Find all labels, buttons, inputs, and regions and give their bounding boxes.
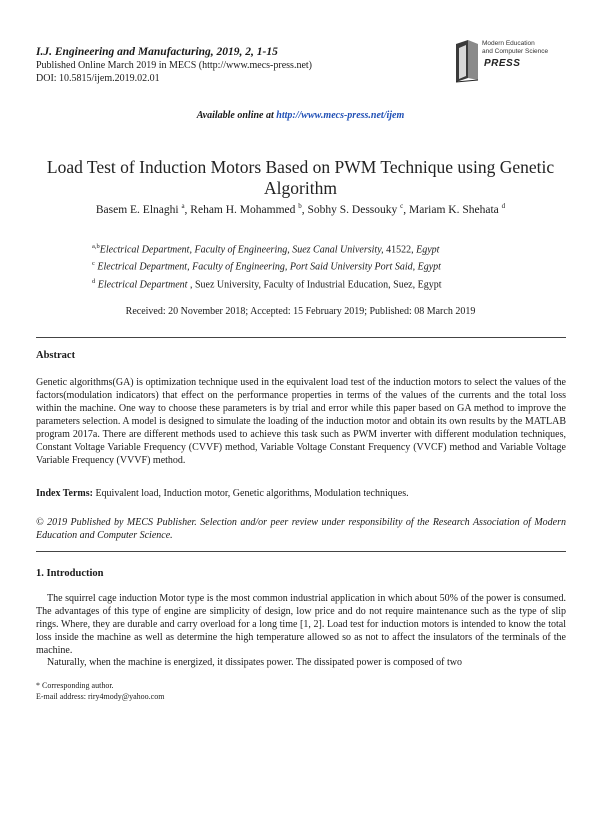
affiliations [92,240,441,292]
author-name: Mariam K. Shehata [409,203,499,216]
logo-line-2: and Computer Science [482,47,549,55]
divider [36,337,566,338]
affiliation: $^d$ Electrical Department , Suez University, Faculty of Industrial Education, Suez, Egypt [92,277,442,290]
received-dates: Received: 20 November 2018; Accepted: 15 February 2019; Published: 08 March 2019 [125,306,476,317]
publication-info: Published Online March 2019 in MECS (http://www.mecs-press.net) [36,60,312,71]
footnote [36,681,164,702]
available-prefix: Available online at [196,110,277,121]
abstract-text: Genetic algorithms(GA) is optimization technique used in the equivalent load test of the induction motors to select the values of the factors(modulation indicators) that effect on the performance properties in terms of the values of the currents and the total loss within the machine. One way to choose these parameters is by trial and error while this paper based on GA method to improve the parameters selection. A model is designed to simulate the loading of the induction motor and obtain its own results by the MATLAB program 2017a. There are different methods used to achieve this task such as PWM inverter with different modulation techniques, Constant Voltage Variable Frequency (CVVF) method, Variable Voltage Constant Frequency (VVCF) method and Variable Voltage Variable Frequency (VVVF) method. [36,377,566,466]
copyright-notice: © 2019 Published by MECS Publisher. Selection and/or peer review under responsibility of the Research Association of Modern Education and Computer Science. [36,517,566,541]
introduction-paragraph: The squirrel cage induction Motor type is the most common industrial application in which about 50% of the power is consumed. The advantages of this type of engine are simplicity of design, low price and do not require maintenance such as the type of slip rings. Where, they are durable and carry overload for a long time [1, 2]. Load test for induction motors is intended to know the total loss inside the machine as well as determine the high temperature allowed so as not to affect the insulators of the terminals of the machine. [36,593,566,656]
available-online [0,110,601,121]
author-sup: a [181,202,185,210]
author-sup: b [298,202,302,210]
email-address: E-mail address: riry4mody@yahoo.com [36,691,165,701]
introduction-paragraph: Naturally, when the machine is energized, it dissipates power. The dissipated power is composed of two [47,657,462,668]
author-name: Basem E. Elnaghi [95,203,179,216]
author-name: Sobhy S. Dessouky [307,203,398,216]
publisher-logo [452,36,572,88]
affiliation: $^c$ Electrical Department, Faculty of Engineering, Port Said University Port Said, Egypt [92,260,441,273]
paper-title: Load Test of Induction Motors Based on PWM Technique using Genetic Algorithm [46,157,555,198]
corresponding-author: * Corresponding author. [36,681,114,690]
introduction-heading: 1. Introduction [36,568,104,579]
author-list: Basem E. Elnaghi $^a$, Reham H. Mohammed $^b$, Sobhy S. Dessouky $^c$, Mariam K. Shehata $^d$ [95,202,506,216]
author-sup: c [400,202,404,210]
journal-url-link[interactable]: http://www.mecs-press.net/ijem [276,110,405,121]
affiliation: $^{a,b}$Electrical Department, Faculty of Engineering, Suez Canal University, 41522, Egypt [92,243,440,256]
journal-name: I.J. Engineering and Manufacturing, 2019, 2, 1-15 [36,46,278,58]
index-terms-label: Index Terms: [36,488,93,499]
doi: DOI: 10.5815/ijem.2019.02.01 [36,73,160,84]
divider [36,551,566,552]
index-terms-text: Equivalent load, Induction motor, Genetic algorithms, Modulation techniques. [92,488,409,499]
logo-press: PRESS [484,58,521,69]
author-name: Reham H. Mohammed [190,203,296,216]
abstract-heading: Abstract [36,350,76,361]
index-terms [36,488,566,499]
book-stack-icon [452,38,482,84]
logo-line-1: Modern Education [482,40,535,47]
author-sup: d [501,202,506,210]
